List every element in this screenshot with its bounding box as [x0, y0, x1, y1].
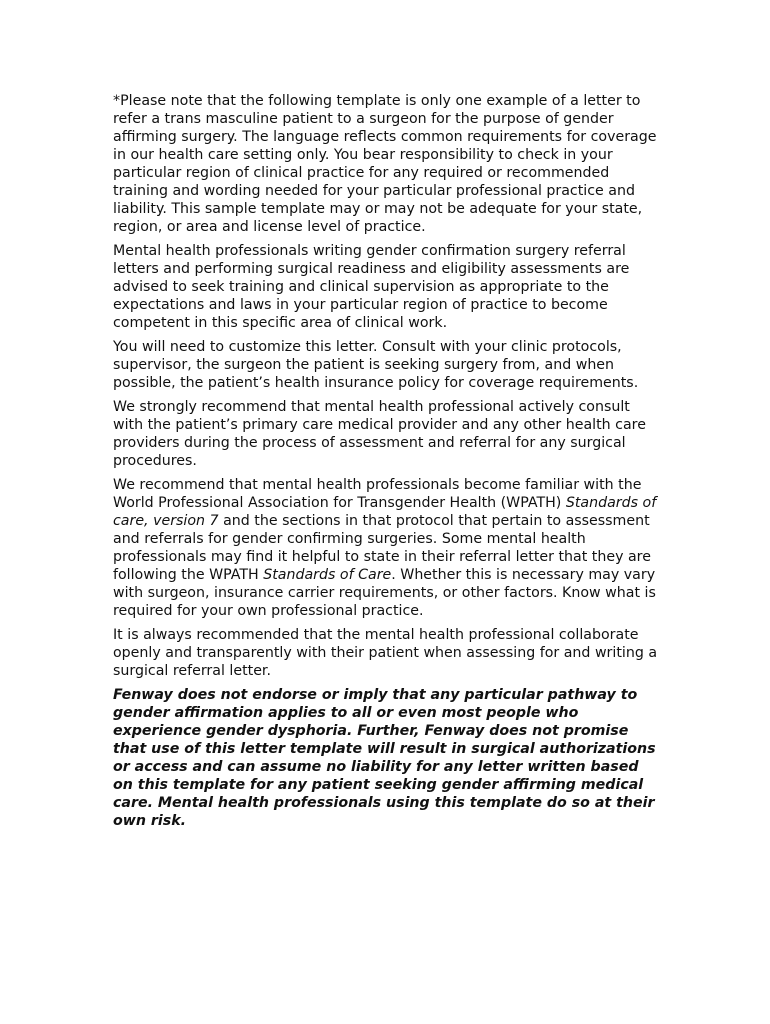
wpath-text-2: and the sections in that protocol that pertain to assessment and referrals for gender confirming surgeries. Some mental health professionals may find it helpful to state in their referral letter that they are following the WPATH [113, 513, 651, 583]
consult-provider-paragraph: We strongly recommend that mental health professional actively consult with the patient’s primary care medical provider and any other health care providers during the process of assessment and referral for any surgical procedures. [113, 399, 646, 469]
disclaimer-paragraph: Fenway does not endorse or imply that any particular pathway to gender affirmation applies to all or even most people who experience gender dysphoria. Further, Fenway does not promise that use of this letter template will result in surgical authorizations or access and can assume no liability for any letter written based on this template for any patient seeking gender affirming medical care. Mental health professionals using this template do so at their own risk. [113, 687, 656, 829]
template-note-paragraph: *Please note that the following template is only one example of a letter to refer a trans masculine patient to a surgeon for the purpose of gender affirming surgery. The language reflects common requirements for coverage in our health care setting only. You bear responsibility to check in your particular region of clinical practice for any required or recommended training and wording needed for your particular professional practice and liability. This sample template may or may not be adequate for your state, region, or area and license level of practice. [113, 93, 657, 235]
wpath-text-3: . Whether this is necessary may vary with surgeon, insurance carrier requirements, or other factors. Know what is required for your own professional practice. [113, 567, 656, 619]
wpath-text-1: We recommend that mental health professionals become familiar with the World Professional Association for Transgender Health (WPATH) [113, 477, 642, 511]
collaboration-paragraph: It is always recommended that the mental health professional collaborate openly and transparently with their patient when assessing for and writing a surgical referral letter. [113, 627, 658, 679]
wpath-standards-title-2: Standards of Care [263, 567, 392, 583]
wpath-paragraph [113, 476, 659, 620]
training-advice-paragraph: Mental health professionals writing gender confirmation surgery referral letters and performing surgical readiness and eligibility assessments are advised to seek training and clinical supervision as appropriate to the expectations and laws in your particular region of practice to become competent in this specific area of clinical work. [113, 243, 630, 331]
document-page [113, 92, 659, 836]
customize-letter-paragraph: You will need to customize this letter. Consult with your clinic protocols, supervisor, the surgeon the patient is seeking surgery from, and when possible, the patient’s health insurance policy for coverage requirements. [113, 339, 639, 391]
wpath-standards-title-1: Standards of care, version 7 [113, 495, 657, 529]
